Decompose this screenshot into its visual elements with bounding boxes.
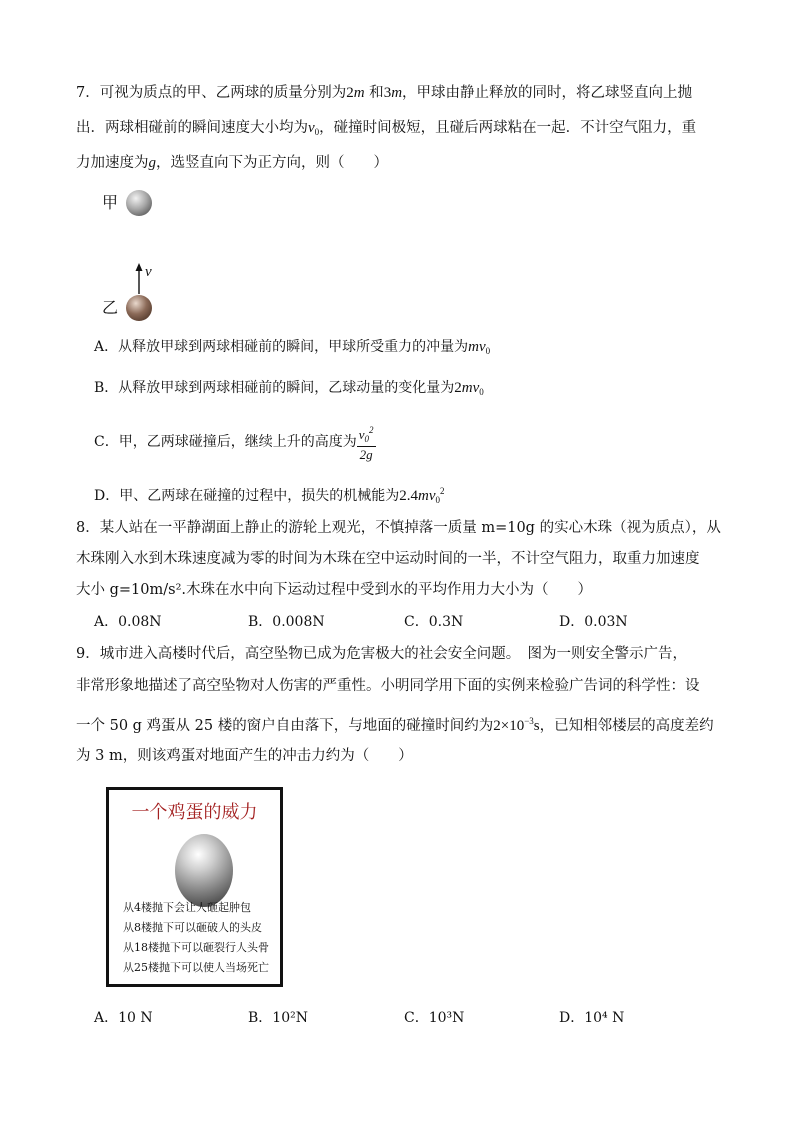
q7-option-b[interactable]: B．从释放甲球到两球相碰前的瞬间，乙球动量的变化量为$2mv_0$ — [94, 380, 484, 397]
q9-option-d[interactable]: D．10⁴ N — [559, 1010, 625, 1026]
q7-stem-line1: 7．可视为质点的甲、乙两球的质量分别为2m 和3m，甲球由静止释放的同时，将乙球竖直向上抛 — [76, 85, 693, 101]
poster-line: 从4楼抛下会让人砸起肿包 — [123, 901, 251, 914]
q9-stem-line2: 非常形象地描述了高空坠物对人伤害的严重性。小明同学用下面的实例来检验广告词的科学性：设 — [76, 678, 700, 694]
ball-b-label: 乙 — [102, 298, 119, 317]
q8-stem-line1: 8．某人站在一平静湖面上静止的游轮上观光，不慎掉落一质量 m=10g 的实心木珠（视为质点），从 — [76, 520, 721, 536]
q7-option-d[interactable]: D．甲、乙两球在碰撞的过程中，损失的机械能为$2.4mv_0^2$ — [94, 486, 445, 505]
q7-stem-line2: 出．两球相碰前的瞬间速度大小均为$v_0$，碰撞时间极短，且碰后两球粘在一起．不计空气阻力，重 — [76, 120, 697, 137]
poster-title: 一个鸡蛋的威力 — [131, 802, 258, 823]
fraction: $\frac{v_0^2}{2g}$ — [358, 424, 374, 462]
poster-line: 从25楼抛下可以使人当场死亡 — [123, 961, 269, 974]
q8-option-a[interactable]: A．0.08N — [94, 614, 162, 630]
egg-icon — [175, 834, 233, 907]
q7-option-c[interactable]: C．甲，乙两球碰撞后，继续上升的高度为 $\frac{v_0^2}{2g}$ — [94, 424, 374, 462]
poster-line: 从8楼抛下可以砸破人的头皮 — [123, 921, 262, 934]
q9-option-a[interactable]: A．10 N — [94, 1010, 153, 1026]
q9-option-b[interactable]: B．10²N — [248, 1010, 308, 1026]
q9-stem-line1: 9．城市进入高楼时代后，高空坠物已成为危害极大的社会安全问题。 图为一则安全警示广告， — [76, 646, 687, 662]
ball-a-icon — [126, 190, 152, 216]
velocity-label: v — [145, 264, 152, 280]
q8-option-c[interactable]: C．0.3N — [404, 614, 464, 630]
velocity-arrow-icon — [128, 262, 158, 296]
q7-option-a[interactable]: A．从释放甲球到两球相碰前的瞬间，甲球所受重力的冲量为$mv_0$ — [94, 339, 491, 356]
q8-stem-line3: 大小 g=10m/s².木珠在水中向下运动过程中受到水的平均作用力大小为（ ） — [76, 582, 592, 598]
q9-option-c[interactable]: C．10³N — [404, 1010, 465, 1026]
q8-option-b[interactable]: B．0.008N — [248, 614, 325, 630]
q9-stem-line4: 为 3 m，则该鸡蛋对地面产生的冲击力约为（ ） — [76, 748, 413, 764]
q7-stem-line3: 力加速度为g，选竖直向下为正方向，则（ ） — [76, 155, 388, 171]
q8-option-d[interactable]: D．0.03N — [559, 614, 628, 630]
q9-stem-line3: 一个 50 g 鸡蛋从 25 楼的窗户自由落下，与地面的碰撞时间约为$2\times 10^{-3}s$，已知相邻楼层的高度差约 — [76, 716, 714, 734]
ball-b-icon — [126, 295, 152, 321]
poster-line: 从18楼抛下可以砸裂行人头骨 — [123, 941, 269, 954]
safety-poster — [106, 787, 283, 987]
q8-stem-line2: 木珠刚入水到木珠速度减为零的时间为木珠在空中运动时间的一半，不计空气阻力，取重力加速度 — [76, 551, 700, 567]
ball-a-label: 甲 — [102, 193, 119, 212]
